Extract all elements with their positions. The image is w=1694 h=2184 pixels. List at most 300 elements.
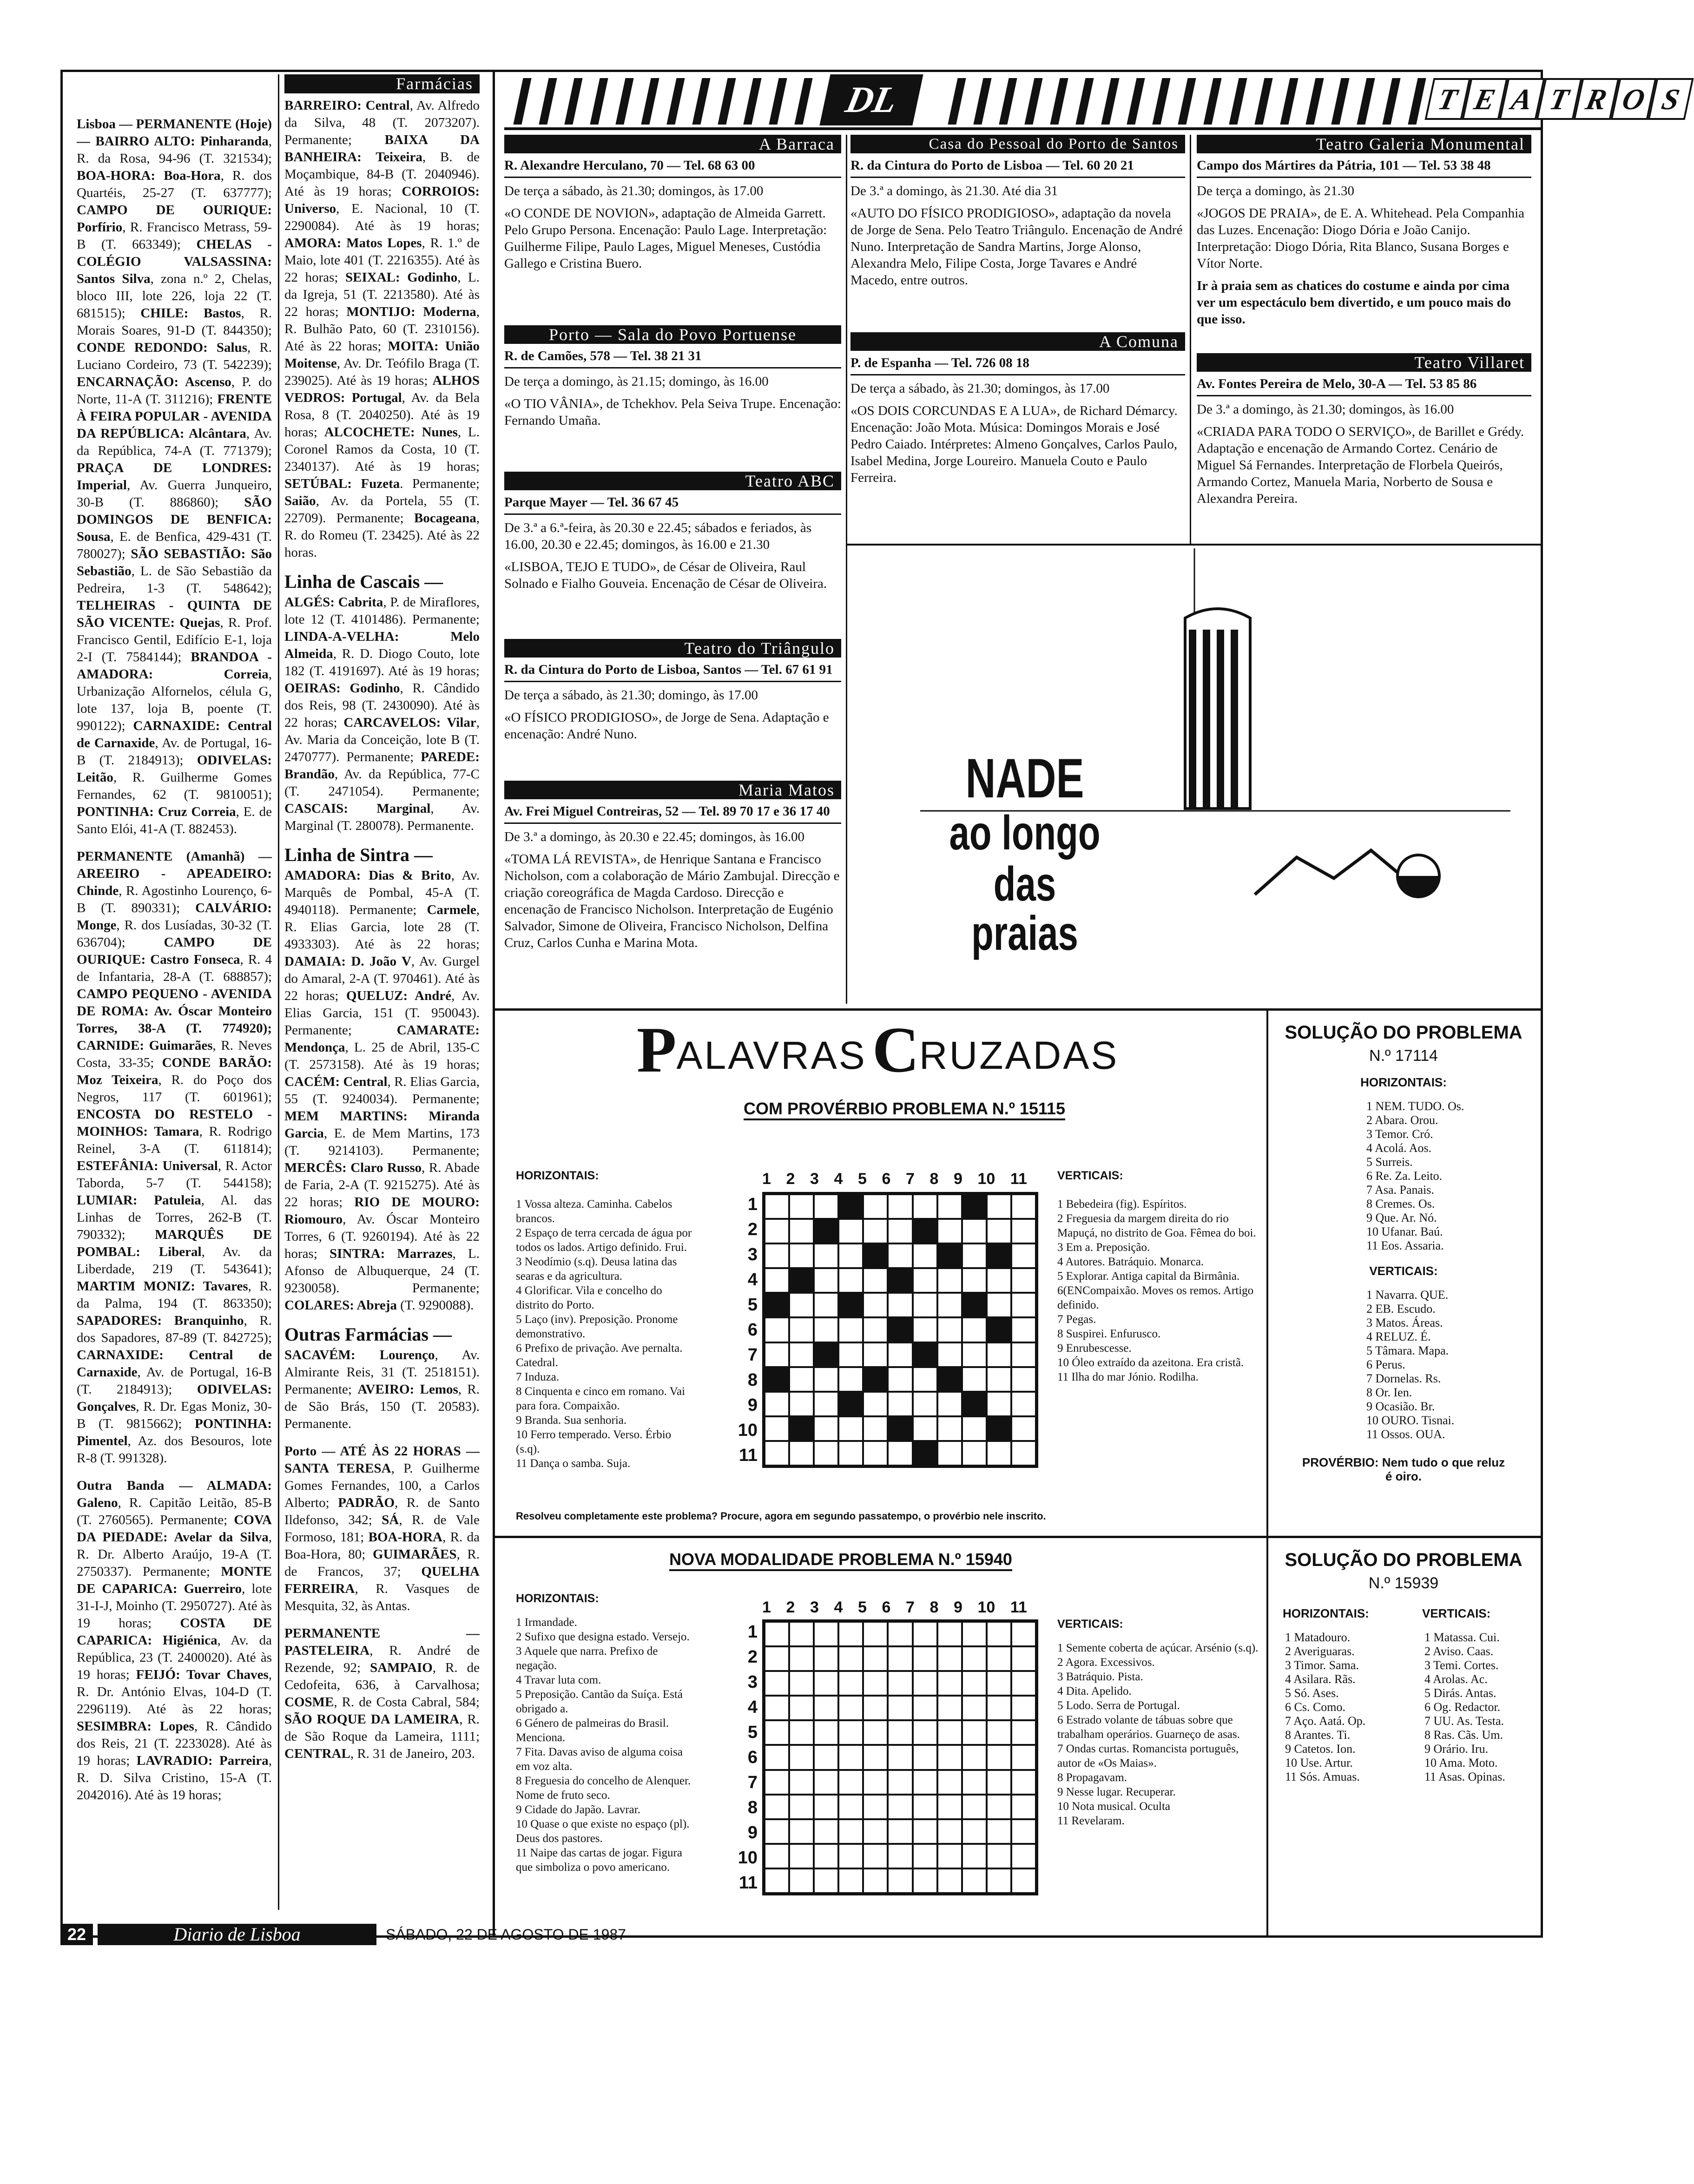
grid-cell[interactable] (962, 1819, 987, 1844)
grid-cell[interactable] (962, 1367, 987, 1392)
grid-cell[interactable] (987, 1622, 1011, 1646)
grid-cell[interactable] (789, 1745, 814, 1770)
grid-cell[interactable] (863, 1317, 888, 1342)
grid-cell[interactable] (838, 1720, 863, 1745)
teatro-address: Av. Fontes Pereira de Melo, 30-A — Tel. 53 85 86 (1197, 375, 1531, 396)
grid-cell[interactable] (937, 1219, 962, 1243)
grid-cell[interactable] (765, 1671, 789, 1696)
grid-cell[interactable] (913, 1745, 937, 1770)
grid-cell[interactable] (863, 1745, 888, 1770)
grid-cell[interactable] (962, 1720, 987, 1745)
grid-cell[interactable] (765, 1696, 789, 1720)
teatro-desc: «JOGOS DE PRAIA», de E. A. Whitehead. Pela Companhia das Luzes. Encenação: Diogo Dória e João Canijo. Interpretação: Diogo Dória, Rita Blanco, Susana Borges e Vítor Norte. (1197, 206, 1525, 271)
grid-cell[interactable] (913, 1342, 937, 1367)
grid-cell[interactable] (838, 1770, 863, 1795)
grid-cell[interactable] (1011, 1293, 1036, 1317)
grid-cell[interactable] (789, 1441, 814, 1466)
grid-cell[interactable] (913, 1441, 937, 1466)
grid-cell[interactable] (962, 1622, 987, 1646)
grid-cell[interactable] (814, 1696, 838, 1720)
grid-cell[interactable] (987, 1745, 1011, 1770)
grid-cell[interactable] (888, 1646, 912, 1671)
crossword1-verticais (1057, 1169, 1262, 1384)
grid-cell[interactable] (987, 1671, 1011, 1696)
grid-cell[interactable] (937, 1367, 962, 1392)
grid-cell[interactable] (987, 1720, 1011, 1745)
grid-index: 1 (762, 1170, 771, 1188)
grid-cell[interactable] (888, 1770, 912, 1795)
grid-cell[interactable] (863, 1795, 888, 1819)
grid-cell[interactable] (789, 1243, 814, 1268)
grid-cell[interactable] (913, 1696, 937, 1720)
grid-cell[interactable] (987, 1367, 1011, 1392)
grid-cell[interactable] (863, 1671, 888, 1696)
grid-cell[interactable] (1011, 1696, 1036, 1720)
grid-cell[interactable] (1011, 1416, 1036, 1441)
grid-cell[interactable] (888, 1219, 912, 1243)
farmacias-porto-permanente: PERMANENTE — PASTELEIRA, R. André de Rezende, 92; SAMPAIO, R. de Cedofeita, 636, à Carvalhosa; COSME, R. de Costa Cabral, 584; SÃO ROQUE DA LAMEIRA, R. de São Roque da Lameira, 1111; CENTRAL, R. 31 de Janeiro, 203. (284, 1626, 480, 1761)
grid-cell[interactable] (765, 1293, 789, 1317)
grid-cell[interactable] (838, 1622, 863, 1646)
grid-cell[interactable] (814, 1317, 838, 1342)
grid-cell[interactable] (937, 1293, 962, 1317)
grid-cell[interactable] (913, 1194, 937, 1219)
grid-cell[interactable] (838, 1441, 863, 1466)
grid-cell[interactable] (765, 1745, 789, 1770)
list-item: 6 Og. Redactor. (1424, 1700, 1501, 1714)
grid-index: 3 (810, 1599, 819, 1616)
grid-cell[interactable] (814, 1646, 838, 1671)
grid-cell[interactable] (1011, 1720, 1036, 1745)
grid-cell[interactable] (937, 1770, 962, 1795)
grid-cell[interactable] (937, 1696, 962, 1720)
grid-cell[interactable] (789, 1194, 814, 1219)
list-item: 9 Orário. Iru. (1424, 1742, 1489, 1756)
rule (495, 1536, 1543, 1538)
teatro-times: De terça a domingo, às 21.30 (1197, 184, 1355, 198)
teatro-address: R. Alexandre Herculano, 70 — Tel. 68 63 00 (504, 157, 841, 178)
grid-cell[interactable] (838, 1219, 863, 1243)
grid-cell[interactable] (765, 1795, 789, 1819)
teatro-triangulo (504, 639, 841, 748)
grid-cell[interactable] (765, 1416, 789, 1441)
grid-index: 6 (882, 1599, 891, 1616)
grid-cell[interactable] (888, 1367, 912, 1392)
list-item: 1 Matassa. Cui. (1424, 1631, 1500, 1644)
grid-cell[interactable] (962, 1219, 987, 1243)
grid-cell[interactable] (814, 1745, 838, 1770)
grid-cell[interactable] (814, 1441, 838, 1466)
grid-cell[interactable] (962, 1243, 987, 1268)
grid-cell[interactable] (765, 1317, 789, 1342)
list-item: 7 Ondas curtas. Romancista português, autor de «Os Maias». (1057, 1743, 1239, 1770)
grid-cell[interactable] (863, 1243, 888, 1268)
grid-cell[interactable] (987, 1416, 1011, 1441)
grid-cell[interactable] (863, 1622, 888, 1646)
clues-label: HORIZONTAIS: (516, 1169, 599, 1182)
grid-cell[interactable] (888, 1268, 912, 1293)
grid-cell[interactable] (888, 1819, 912, 1844)
grid-cell[interactable] (789, 1671, 814, 1696)
grid-cell[interactable] (987, 1293, 1011, 1317)
grid-cell[interactable] (987, 1392, 1011, 1416)
grid-cell[interactable] (838, 1868, 863, 1893)
teatro-address: R. da Cintura do Porto de Lisboa — Tel. 60 20 21 (850, 157, 1185, 178)
grid-cell[interactable] (765, 1367, 789, 1392)
grid-cell[interactable] (863, 1819, 888, 1844)
grid-cell[interactable] (937, 1392, 962, 1416)
grid-cell[interactable] (913, 1720, 937, 1745)
grid-cell[interactable] (1011, 1194, 1036, 1219)
grid-cell[interactable] (888, 1844, 912, 1868)
rule (495, 1008, 1543, 1011)
grid-cell[interactable] (888, 1868, 912, 1893)
swim-ad (850, 548, 1538, 1004)
grid-cell[interactable] (1011, 1745, 1036, 1770)
grid-cell[interactable] (789, 1819, 814, 1844)
grid-index: 3 (747, 1244, 758, 1264)
grid-cell[interactable] (863, 1696, 888, 1720)
grid-cell[interactable] (838, 1416, 863, 1441)
list-item: 9 Branda. Sua senhoria. (516, 1414, 627, 1427)
grid-cell[interactable] (962, 1416, 987, 1441)
grid-cell[interactable] (863, 1441, 888, 1466)
grid-cell[interactable] (987, 1868, 1011, 1893)
grid-cell[interactable] (838, 1367, 863, 1392)
grid-cell[interactable] (913, 1293, 937, 1317)
grid-cell[interactable] (888, 1317, 912, 1342)
grid-cell[interactable] (765, 1646, 789, 1671)
grid-cell[interactable] (838, 1243, 863, 1268)
grid-cell[interactable] (937, 1243, 962, 1268)
grid-cell[interactable] (888, 1194, 912, 1219)
grid-cell[interactable] (962, 1671, 987, 1696)
grid-cell[interactable] (838, 1745, 863, 1770)
grid-cell[interactable] (789, 1646, 814, 1671)
grid-index: 4 (834, 1170, 843, 1188)
grid-cell[interactable] (1011, 1795, 1036, 1819)
grid-cell[interactable] (863, 1770, 888, 1795)
list-item: 2 Aviso. Caas. (1424, 1645, 1494, 1658)
grid-cell[interactable] (765, 1720, 789, 1745)
grid-cell[interactable] (838, 1194, 863, 1219)
grid-cell[interactable] (962, 1795, 987, 1819)
grid-cell[interactable] (814, 1622, 838, 1646)
grid-cell[interactable] (937, 1441, 962, 1466)
grid-cell[interactable] (838, 1819, 863, 1844)
grid-cell[interactable] (962, 1770, 987, 1795)
grid-cell[interactable] (888, 1416, 912, 1441)
grid-cell[interactable] (1011, 1819, 1036, 1844)
grid-cell[interactable] (838, 1392, 863, 1416)
grid-cell[interactable] (913, 1770, 937, 1795)
grid-cell[interactable] (937, 1844, 962, 1868)
grid-cell[interactable] (888, 1696, 912, 1720)
grid-cell[interactable] (913, 1367, 937, 1392)
grid-cell[interactable] (814, 1671, 838, 1696)
grid-cell[interactable] (765, 1770, 789, 1795)
grid-cell[interactable] (765, 1441, 789, 1466)
grid-cell[interactable] (913, 1844, 937, 1868)
grid-cell[interactable] (962, 1194, 987, 1219)
grid-cell[interactable] (888, 1671, 912, 1696)
grid-cell[interactable] (913, 1819, 937, 1844)
grid-cell[interactable] (937, 1416, 962, 1441)
grid-cell[interactable] (814, 1392, 838, 1416)
grid-cell[interactable] (962, 1646, 987, 1671)
grid-cell[interactable] (962, 1268, 987, 1293)
grid-cell[interactable] (789, 1844, 814, 1868)
grid-cell[interactable] (1011, 1770, 1036, 1795)
grid-cell[interactable] (863, 1367, 888, 1392)
grid-cell[interactable] (962, 1392, 987, 1416)
grid-cell[interactable] (765, 1819, 789, 1844)
teatro-times: De terça a sábado, às 21.30; domingos, às 17.00 (850, 381, 1110, 396)
grid-cell[interactable] (789, 1795, 814, 1819)
grid-cell[interactable] (987, 1194, 1011, 1219)
grid-cell[interactable] (913, 1219, 937, 1243)
solucao2 (1273, 1550, 1534, 1784)
grid-cell[interactable] (937, 1268, 962, 1293)
grid-cell[interactable] (765, 1268, 789, 1293)
grid-cell[interactable] (987, 1696, 1011, 1720)
grid-cell[interactable] (814, 1194, 838, 1219)
grid-cell[interactable] (888, 1745, 912, 1770)
decorative-stripe (1203, 78, 1221, 125)
grid-cell[interactable] (1011, 1317, 1036, 1342)
farmacias-lisboa-amanha: PERMANENTE (Amanhã) — AREEIRO - APEADEIRO: Chinde, R. Agostinho Lourenço, 6-B (T. 890331); CALVÁRIO: Monge, R. dos Lusíadas, 30-32 (T. 636704); CAMPO DE OURIQUE: Castro Fonseca, R. 4 de Infantaria, 28-A (T. 688857); CAMPO PEQUENO - AVENIDA DE ROMA: Av. Óscar Monteiro Torres, 38-A (T. 774920); CARNIDE: Guimarães, R. Neves Costa, 33-35; CONDE BARÃO: Moz Teixeira, R. do Poço dos Negros, 117 (T. 601961); ENCOSTA DO RESTELO - MOINHOS: Tamara, R. Rodrigo Reinel, 3-A (T. 611814); ESTEFÂNIA: Universal, R. Actor Taborda, 5-7 (T. 544158); LUMIAR: Patuleia, Al. das Linhas de Torres, 262-B (T. 790332); MARQUÊS DE POMBAL: Liberal, Av. da Liberdade, 219 (T. 543641); MARTIM MONIZ: Tavares, R. da Palma, 194 (T. 863350); SAPADORES: Branquinho, R. dos Sapadores, 87-89 (T. 842725); CARNAXIDE: Central de Carnaxide, Av. de Portugal, 16-B (T. 2184913); ODIVELAS: Gonçalves, R. Dr. Egas Moniz, 30-B (T. 9815662); PONTINHA: Pimentel, Az. dos Besouros, lote R-8 (T. 991328). (77, 849, 272, 1466)
grid-cell[interactable] (937, 1194, 962, 1219)
grid-cell[interactable] (863, 1293, 888, 1317)
grid-cell[interactable] (838, 1696, 863, 1720)
grid-cell[interactable] (913, 1243, 937, 1268)
grid-cell[interactable] (1011, 1868, 1036, 1893)
grid-cell[interactable] (913, 1268, 937, 1293)
grid-cell[interactable] (1011, 1219, 1036, 1243)
grid-cell[interactable] (765, 1622, 789, 1646)
grid-cell[interactable] (789, 1317, 814, 1342)
grid-cell[interactable] (913, 1416, 937, 1441)
grid-cell[interactable] (913, 1646, 937, 1671)
crossword2-grid[interactable] (762, 1619, 1038, 1895)
grid-cell[interactable] (962, 1745, 987, 1770)
grid-cell[interactable] (987, 1243, 1011, 1268)
crossword1-horizontais (516, 1169, 697, 1471)
grid-cell[interactable] (863, 1868, 888, 1893)
grid-cell[interactable] (838, 1844, 863, 1868)
grid-cell[interactable] (888, 1795, 912, 1819)
grid-cell[interactable] (863, 1342, 888, 1367)
grid-cell[interactable] (987, 1317, 1011, 1342)
grid-cell[interactable] (814, 1243, 838, 1268)
grid-cell[interactable] (913, 1868, 937, 1893)
list-item: 4 RELUZ. É. (1366, 1330, 1431, 1343)
list-item: 7 UU. As. Testa. (1424, 1714, 1504, 1728)
list-item: 11 Ilha do mar Jónio. Rodilha. (1057, 1371, 1199, 1383)
grid-cell[interactable] (1011, 1342, 1036, 1367)
grid-index: 6 (747, 1320, 758, 1340)
grid-cell[interactable] (888, 1441, 912, 1466)
grid-cell[interactable] (863, 1720, 888, 1745)
grid-cell[interactable] (789, 1720, 814, 1745)
grid-cell[interactable] (789, 1770, 814, 1795)
grid-cell[interactable] (888, 1622, 912, 1646)
grid-cell[interactable] (789, 1392, 814, 1416)
col-divider (1190, 135, 1191, 544)
grid-cell[interactable] (987, 1844, 1011, 1868)
grid-cell[interactable] (863, 1194, 888, 1219)
grid-cell[interactable] (814, 1720, 838, 1745)
grid1-col-numbers (762, 1170, 1027, 1188)
farmacias-col2 (284, 74, 480, 1914)
grid-cell[interactable] (814, 1219, 838, 1243)
decorative-stripe (1229, 78, 1247, 125)
teatros-title (1429, 78, 1689, 120)
teatro-desc: «O CONDE DE NOVION», adaptação de Almeida Garrett. Pelo Grupo Persona. Encenação: Paulo Lage. Interpretação: Guilherme Filipe, Paulo Lages, Miguel Meneses, Custódia Gallego e Cristina Buero. (504, 206, 827, 271)
grid-cell[interactable] (838, 1293, 863, 1317)
col-divider (1266, 1008, 1268, 1536)
col-divider (1266, 1536, 1268, 1938)
grid-cell[interactable] (1011, 1646, 1036, 1671)
grid-cell[interactable] (987, 1819, 1011, 1844)
grid-cell[interactable] (814, 1795, 838, 1819)
grid-index: 2 (747, 1647, 758, 1667)
grid-cell[interactable] (937, 1819, 962, 1844)
grid-cell[interactable] (789, 1416, 814, 1441)
grid-cell[interactable] (888, 1293, 912, 1317)
grid-cell[interactable] (987, 1219, 1011, 1243)
grid-cell[interactable] (913, 1622, 937, 1646)
teatro-times: De 3.ª a domingo, às 20.30 e 22.45; domingos, às 16.00 (504, 829, 804, 844)
list-item: 4 Travar luta com. (516, 1674, 601, 1686)
grid-cell[interactable] (987, 1646, 1011, 1671)
grid-cell[interactable] (937, 1342, 962, 1367)
grid-cell[interactable] (987, 1441, 1011, 1466)
grid-cell[interactable] (814, 1416, 838, 1441)
grid-cell[interactable] (937, 1868, 962, 1893)
grid-cell[interactable] (962, 1317, 987, 1342)
grid-cell[interactable] (838, 1646, 863, 1671)
grid-cell[interactable] (1011, 1367, 1036, 1392)
grid-cell[interactable] (1011, 1844, 1036, 1868)
grid-cell[interactable] (814, 1367, 838, 1392)
grid-cell[interactable] (814, 1268, 838, 1293)
grid-cell[interactable] (814, 1819, 838, 1844)
grid-cell[interactable] (987, 1795, 1011, 1819)
grid-cell[interactable] (789, 1622, 814, 1646)
grid-cell[interactable] (987, 1268, 1011, 1293)
grid-cell[interactable] (863, 1392, 888, 1416)
grid-cell[interactable] (765, 1219, 789, 1243)
grid-cell[interactable] (765, 1392, 789, 1416)
grid-cell[interactable] (863, 1219, 888, 1243)
grid-cell[interactable] (937, 1622, 962, 1646)
list-item: 4 Acolá. Aos. (1366, 1141, 1432, 1155)
grid-cell[interactable] (1011, 1392, 1036, 1416)
grid-cell[interactable] (913, 1392, 937, 1416)
crossword1-grid[interactable] (762, 1192, 1038, 1468)
list-item: 9 Que. Ar. Nó. (1366, 1211, 1437, 1224)
grid-cell[interactable] (814, 1844, 838, 1868)
grid-cell[interactable] (1011, 1671, 1036, 1696)
grid-cell[interactable] (913, 1671, 937, 1696)
grid-cell[interactable] (1011, 1243, 1036, 1268)
grid-cell[interactable] (962, 1696, 987, 1720)
grid-cell[interactable] (937, 1720, 962, 1745)
grid-cell[interactable] (937, 1671, 962, 1696)
farmacias-outra-banda: Outra Banda — ALMADA: Galeno, R. Capitão Leitão, 85-B (T. 2760565). Permanente; COVA DA PIEDADE: Avelar da Silva, R. Dr. Alberto Araújo, 19-A (T. 2750337). Permanente; MONTE DE CAPARICA: Guerreiro, lote 31-I-J, Moinho (T. 2950727). Até às 19 horas; COSTA DE CAPARICA: Higiénica, Av. da República, 23 (T. 2400020). Até às 19 horas; FEIJÓ: Tovar Chaves, R. Dr. António Elvas, 104-D (T. 2296119). Até às 22 horas; SESIMBRA: Lopes, R. Cândido dos Reis, 21 (T. 2233028). Até às 19 horas; LAVRADIO: Parreira, R. D. Silva Cristino, 15-A (T. 2042016). Até às 19 horas; (77, 1478, 272, 1802)
list-item: 11 Naipe das cartas de jogar. Figura que simboliza o povo americano. (516, 1847, 682, 1874)
grid-cell[interactable] (838, 1795, 863, 1819)
teatro-address: R. da Cintura do Porto de Lisboa, Santos — Tel. 67 61 91 (504, 661, 841, 682)
grid-cell[interactable] (937, 1745, 962, 1770)
grid-cell[interactable] (987, 1342, 1011, 1367)
grid-cell[interactable] (765, 1844, 789, 1868)
grid-cell[interactable] (765, 1194, 789, 1219)
grid-cell[interactable] (913, 1795, 937, 1819)
grid-cell[interactable] (814, 1342, 838, 1367)
teatros-letter: T (1424, 78, 1470, 120)
grid-cell[interactable] (789, 1268, 814, 1293)
grid-cell[interactable] (789, 1696, 814, 1720)
grid-cell[interactable] (888, 1720, 912, 1745)
grid-cell[interactable] (789, 1868, 814, 1893)
grid-cell[interactable] (962, 1868, 987, 1893)
grid-cell[interactable] (863, 1268, 888, 1293)
grid-cell[interactable] (888, 1342, 912, 1367)
teatros-letter: O (1610, 78, 1656, 120)
grid-cell[interactable] (838, 1342, 863, 1367)
grid-cell[interactable] (789, 1342, 814, 1367)
grid-cell[interactable] (888, 1392, 912, 1416)
grid-cell[interactable] (789, 1219, 814, 1243)
grid-cell[interactable] (962, 1441, 987, 1466)
grid-cell[interactable] (838, 1268, 863, 1293)
grid1-row-numbers (732, 1192, 758, 1468)
grid-cell[interactable] (863, 1416, 888, 1441)
grid-cell[interactable] (838, 1671, 863, 1696)
grid-cell[interactable] (1011, 1622, 1036, 1646)
grid-cell[interactable] (962, 1293, 987, 1317)
grid-cell[interactable] (962, 1342, 987, 1367)
clue-list (1057, 1197, 1262, 1384)
grid-cell[interactable] (789, 1367, 814, 1392)
grid-cell[interactable] (1011, 1441, 1036, 1466)
grid-cell[interactable] (937, 1646, 962, 1671)
grid-cell[interactable] (937, 1795, 962, 1819)
grid-cell[interactable] (814, 1293, 838, 1317)
grid-cell[interactable] (863, 1646, 888, 1671)
grid-cell[interactable] (937, 1317, 962, 1342)
grid-cell[interactable] (913, 1317, 937, 1342)
grid-cell[interactable] (888, 1243, 912, 1268)
grid-cell[interactable] (814, 1770, 838, 1795)
grid-cell[interactable] (987, 1770, 1011, 1795)
teatro-times: De 3.ª a 6.ª-feira, às 20.30 e 22.45; sábados e feriados, às 16.00, 20.30 e 22.45; domingos, às 16.00 e 21.30 (504, 520, 812, 552)
list-item: 6 Re. Za. Leito. (1366, 1169, 1443, 1183)
teatro-address: R. de Camões, 578 — Tel. 38 21 31 (504, 348, 841, 368)
grid-cell[interactable] (814, 1868, 838, 1893)
decorative-stripe (769, 78, 787, 125)
grid-cell[interactable] (765, 1243, 789, 1268)
grid-cell[interactable] (863, 1844, 888, 1868)
grid-cell[interactable] (962, 1844, 987, 1868)
grid-cell[interactable] (838, 1317, 863, 1342)
grid-cell[interactable] (765, 1342, 789, 1367)
grid-cell[interactable] (789, 1293, 814, 1317)
grid-cell[interactable] (765, 1868, 789, 1893)
grid-cell[interactable] (1011, 1268, 1036, 1293)
